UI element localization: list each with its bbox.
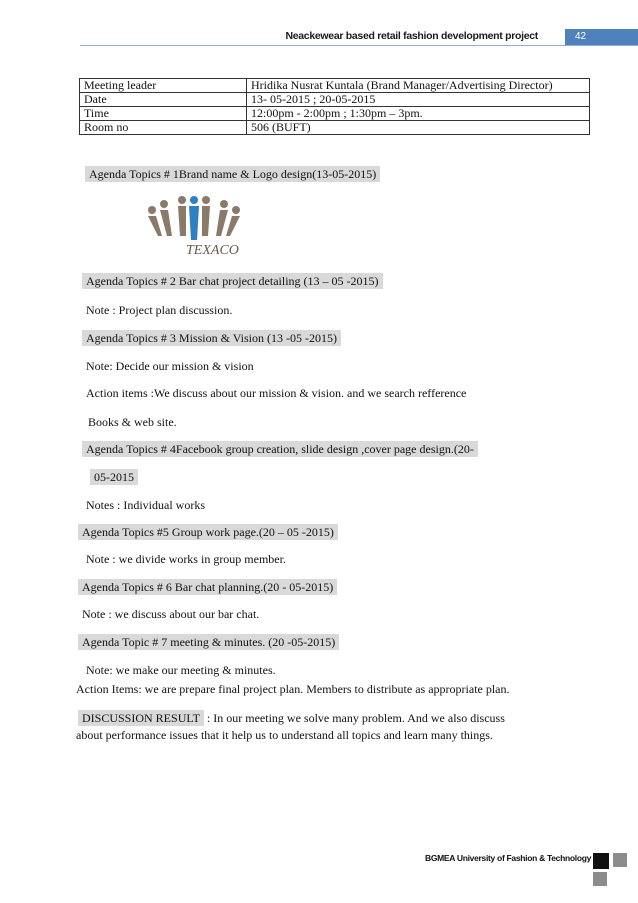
table-label: Date <box>80 93 247 107</box>
table-label: Meeting leader <box>80 79 247 93</box>
table-value: 13- 05-2015 ; 20-05-2015 <box>247 93 590 107</box>
page-number-badge: 42 <box>565 29 638 45</box>
header-title: Neackewear based retail fashion development project <box>285 30 538 42</box>
agenda-topic-4-continued: 05-2015 <box>90 469 138 485</box>
discussion-result-text: : In our meeting we solve many problem. And we also discuss <box>206 711 505 725</box>
footer-square-black <box>593 853 609 869</box>
logo-text: TEXACO <box>186 243 239 258</box>
table-row <box>80 93 590 107</box>
header-divider <box>80 45 638 46</box>
table-row <box>80 79 590 93</box>
agenda-topic-2: Agenda Topics # 2 Bar chat project detailing (13 – 05 -2015) <box>82 273 383 289</box>
note-bar-chat: Note : we discuss about our bar chat. <box>82 607 260 621</box>
table-label: Time <box>80 107 247 121</box>
texaco-logo <box>134 196 254 260</box>
discussion-result-continued: about performance issues that it help us to understand all topics and learn many things. <box>76 728 493 742</box>
note-individual-works: Notes : Individual works <box>86 498 205 512</box>
action-items-continued: Books & web site. <box>88 415 177 429</box>
agenda-topic-4: Agenda Topics # 4Facebook group creation, slide design ,cover page design.(20- <box>82 441 478 457</box>
table-row <box>80 107 590 121</box>
note-project-plan: Note : Project plan discussion. <box>86 303 233 317</box>
table-value: Hridika Nusrat Kuntala (Brand Manager/Advertising Director) <box>247 79 590 93</box>
note-mission-vision: Note: Decide our mission & vision <box>86 359 254 373</box>
table-value: 12:00pm - 2:00pm ; 1:30pm – 3pm. <box>247 107 590 121</box>
agenda-topic-3: Agenda Topics # 3 Mission & Vision (13 -05 -2015) <box>82 330 341 346</box>
action-items-final-plan: Action Items: we are prepare final project plan. Members to distribute as appropriate plan. <box>76 682 510 696</box>
note-divide-works: Note : we divide works in group member. <box>86 552 286 566</box>
agenda-topic-5: Agenda Topics #5 Group work page.(20 – 05 -2015) <box>78 524 338 540</box>
footer-square-gray <box>593 872 607 886</box>
table-label: Room no <box>80 121 247 135</box>
action-items-mission: Action items :We discuss about our mission & vision. and we search refference <box>86 386 467 400</box>
agenda-topic-6: Agenda Topics # 6 Bar chat planning.(20 - 05-2015) <box>78 579 337 595</box>
table-row <box>80 121 590 135</box>
footer-square-gray <box>613 853 627 867</box>
meeting-info-table <box>79 78 590 135</box>
agenda-topic-7: Agenda Topic # 7 meeting & minutes. (20 -05-2015) <box>78 634 339 650</box>
agenda-topic-1: Agenda Topics # 1Brand name & Logo design(13-05-2015) <box>85 166 380 182</box>
note-meeting-minutes: Note: we make our meeting & minutes. <box>86 663 276 677</box>
footer-university: BGMEA University of Fashion & Technology <box>425 853 592 863</box>
table-value: 506 (BUFT) <box>247 121 590 135</box>
discussion-result-heading: DISCUSSION RESULT <box>78 710 204 726</box>
